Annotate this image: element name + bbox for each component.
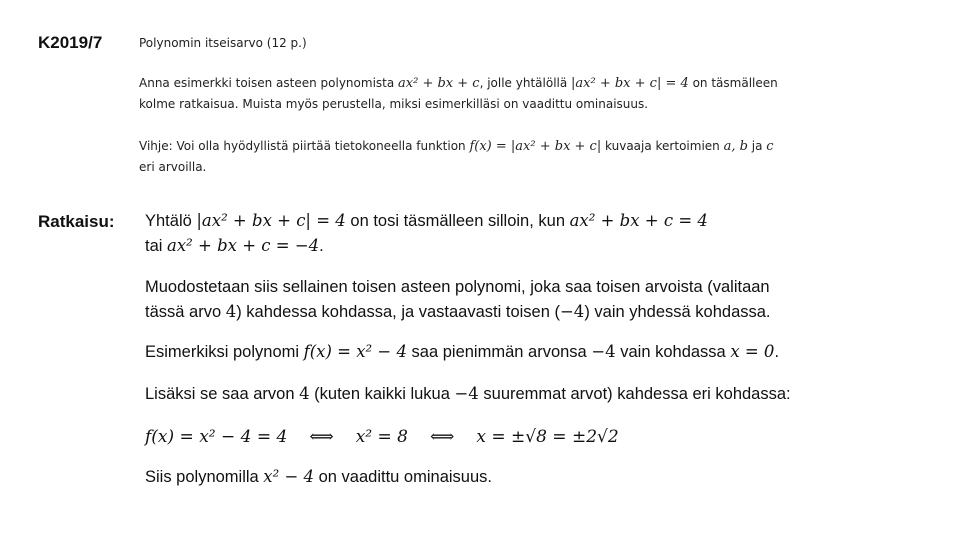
problem-title: Polynomin itseisarvo (12 p.) — [139, 36, 307, 50]
problem-math-polynomial: ax² + bx + c — [398, 76, 480, 91]
solution-math-value: −4 — [454, 384, 479, 403]
iff-symbol: ⟺ — [430, 427, 455, 447]
solution-math-eq-step-1: f(x) = x² − 4 = 4 — [145, 427, 288, 447]
solution-line-8 — [145, 467, 492, 487]
solution-math-point: x = 0 — [730, 342, 775, 361]
hint-line-2: eri arvoilla. — [139, 160, 207, 174]
solution-math-case-positive: ax² + bx + c = 4 — [569, 211, 708, 230]
solution-text: . — [774, 343, 780, 361]
solution-text: (kuten kaikki lukua — [309, 385, 455, 403]
problem-line-1 — [139, 74, 778, 93]
solution-line-1 — [145, 211, 708, 231]
hint-math-function: f(x) = |ax² + bx + c| — [469, 139, 602, 154]
problem-text: , jolle yhtälöllä — [479, 76, 572, 90]
solution-text: Yhtälö — [145, 212, 197, 230]
solution-math-value: 4 — [225, 302, 237, 321]
solution-line-7 — [145, 427, 619, 447]
hint-text: kuvaaja kertoimien — [601, 139, 724, 153]
solution-text: tässä arvo — [145, 303, 226, 321]
solution-line-4 — [145, 302, 771, 322]
task-label: K2019/7 — [38, 33, 103, 52]
solution-line-5 — [145, 342, 779, 362]
solution-text: ) vain yhdessä kohdassa. — [584, 303, 771, 321]
solution-text: saa pienimmän arvonsa — [406, 343, 592, 361]
solution-text: Esimerkiksi polynomi — [145, 343, 304, 361]
solution-text: ) kahdessa kohdassa, ja vastaavasti toisen ( — [236, 303, 560, 321]
solution-math-abs-equation: |ax² + bx + c| = 4 — [196, 211, 346, 230]
solution-line-3: Muodostetaan siis sellainen toisen asteen polynomi, joka saa toisen arvoista (valitaan — [145, 278, 770, 296]
hint-text: Vihje: Voi olla hyödyllistä piirtää tietokoneella funktion — [139, 139, 470, 153]
problem-text: on täsmälleen — [688, 76, 778, 90]
solution-text: vain kohdassa — [615, 343, 731, 361]
hint-math-coefficients: a, b — [723, 139, 748, 154]
solution-text: . — [319, 237, 324, 255]
solution-line-2 — [145, 236, 324, 256]
solution-math-eq-step-2: x² = 8 — [355, 427, 408, 447]
problem-math-equation: |ax² + bx + c| = 4 — [571, 76, 689, 91]
solution-math-value: 4 — [299, 384, 310, 403]
solution-math-value: −4 — [559, 302, 585, 321]
hint-math-c: c — [766, 139, 774, 154]
problem-line-2: kolme ratkaisua. Muista myös perustella, miksi esimerkilläsi on vaadittu ominaisuus. — [139, 97, 649, 111]
solution-line-6 — [145, 384, 791, 404]
solution-text: on tosi täsmälleen silloin, kun — [345, 212, 570, 230]
hint-text: ja — [747, 139, 767, 153]
solution-math-polynomial: f(x) = x² − 4 — [303, 342, 407, 361]
solution-math-case-negative: ax² + bx + c = −4 — [167, 236, 320, 255]
solution-text: Lisäksi se saa arvon — [145, 385, 300, 403]
solution-text: Siis polynomilla — [145, 468, 264, 486]
solution-label: Ratkaisu: — [38, 212, 115, 231]
problem-text: Anna esimerkki toisen asteen polynomista — [139, 76, 399, 90]
solution-text: suuremmat arvot) kahdessa eri kohdassa: — [478, 385, 791, 403]
solution-text: tai — [145, 237, 168, 255]
solution-math-value: −4 — [591, 342, 616, 361]
solution-text: on vaadittu ominaisuus. — [314, 468, 492, 486]
solution-math-polynomial: x² − 4 — [263, 467, 315, 486]
hint-line-1 — [139, 137, 774, 156]
iff-symbol: ⟺ — [309, 427, 334, 447]
solution-math-eq-step-3: x = ±√8 = ±2√2 — [476, 427, 619, 447]
